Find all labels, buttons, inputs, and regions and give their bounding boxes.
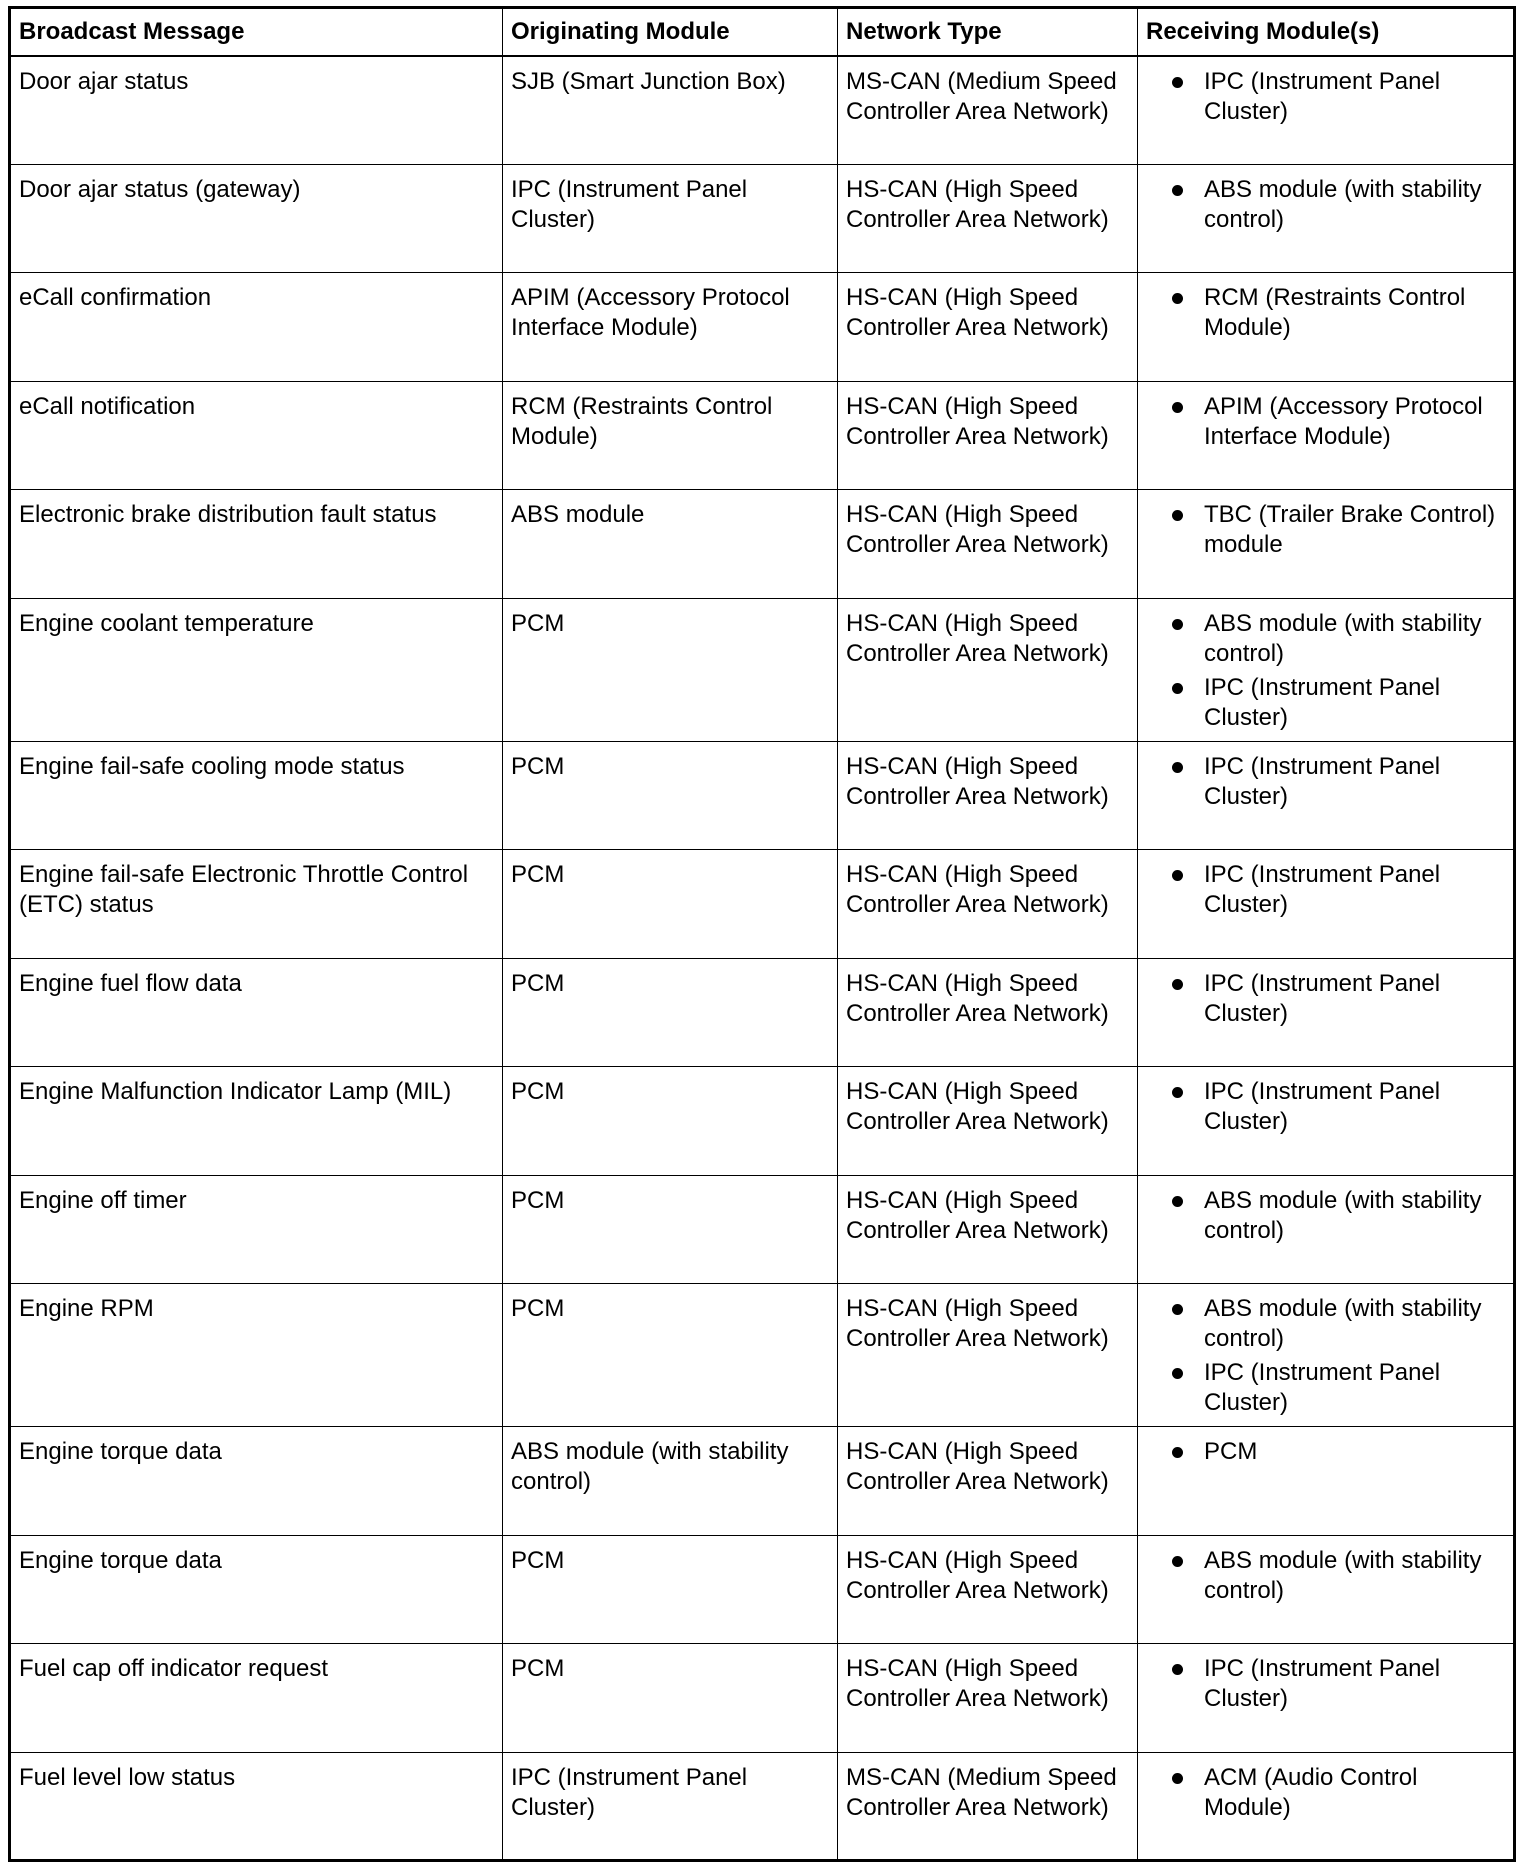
- network-type-cell: HS-CAN (High Speed Controller Area Network): [838, 1427, 1138, 1536]
- network-type-cell: HS-CAN (High Speed Controller Area Network): [838, 850, 1138, 959]
- receiving-modules-list: [1146, 500, 1505, 560]
- broadcast-message-cell: Engine coolant temperature: [10, 598, 503, 741]
- bullet-icon: [1172, 1196, 1183, 1207]
- bullet-icon: [1172, 1773, 1183, 1784]
- table-header-row: [10, 8, 1515, 56]
- bullet-icon: [1172, 979, 1183, 990]
- network-type-cell: MS-CAN (Medium Speed Controller Area Network): [838, 1752, 1138, 1861]
- network-type-cell: HS-CAN (High Speed Controller Area Network): [838, 1284, 1138, 1427]
- originating-module-cell: PCM: [503, 1175, 838, 1284]
- receiving-module-label: PCM: [1204, 1438, 1258, 1465]
- receiving-modules-list: [1146, 969, 1505, 1029]
- originating-module-cell: PCM: [503, 958, 838, 1067]
- broadcast-message-cell: Door ajar status (gateway): [10, 164, 503, 273]
- receiving-modules-cell: [1138, 1644, 1515, 1753]
- list-item: [1146, 1546, 1505, 1606]
- bullet-icon: [1172, 402, 1183, 413]
- receiving-modules-cell: [1138, 1535, 1515, 1644]
- receiving-modules-cell: [1138, 1752, 1515, 1861]
- broadcast-message-cell: Engine Malfunction Indicator Lamp (MIL): [10, 1067, 503, 1176]
- receiving-modules-cell: [1138, 273, 1515, 382]
- table-row: [10, 273, 1515, 382]
- bullet-icon: [1172, 870, 1183, 881]
- network-type-cell: HS-CAN (High Speed Controller Area Network): [838, 1067, 1138, 1176]
- list-item: [1146, 1294, 1505, 1354]
- table-row: [10, 1535, 1515, 1644]
- receiving-modules-list: [1146, 609, 1505, 733]
- table-row: [10, 958, 1515, 1067]
- list-item: [1146, 752, 1505, 812]
- broadcast-message-cell: Door ajar status: [10, 56, 503, 165]
- receiving-modules-list: [1146, 1654, 1505, 1714]
- network-type-cell: HS-CAN (High Speed Controller Area Network): [838, 598, 1138, 741]
- table-row: [10, 56, 1515, 165]
- originating-module-cell: IPC (Instrument Panel Cluster): [503, 164, 838, 273]
- list-item: [1146, 67, 1505, 127]
- bullet-icon: [1172, 185, 1183, 196]
- receiving-module-label: APIM (Accessory Protocol Interface Module): [1204, 392, 1483, 450]
- list-item: [1146, 1437, 1505, 1467]
- originating-module-cell: IPC (Instrument Panel Cluster): [503, 1752, 838, 1861]
- bullet-icon: [1172, 1087, 1183, 1098]
- receiving-modules-cell: [1138, 56, 1515, 165]
- originating-module-cell: PCM: [503, 1284, 838, 1427]
- table-row: [10, 1067, 1515, 1176]
- bullet-icon: [1172, 1556, 1183, 1567]
- receiving-modules-list: [1146, 392, 1505, 452]
- originating-module-cell: PCM: [503, 850, 838, 959]
- header-broadcast-message: Broadcast Message: [10, 8, 503, 56]
- network-type-cell: HS-CAN (High Speed Controller Area Network): [838, 490, 1138, 599]
- broadcast-message-cell: Engine fail-safe cooling mode status: [10, 741, 503, 850]
- receiving-module-label: ACM (Audio Control Module): [1204, 1763, 1418, 1821]
- table-row: [10, 1175, 1515, 1284]
- network-type-cell: HS-CAN (High Speed Controller Area Network): [838, 164, 1138, 273]
- list-item: [1146, 860, 1505, 920]
- receiving-modules-cell: [1138, 1067, 1515, 1176]
- receiving-modules-cell: [1138, 1427, 1515, 1536]
- network-type-cell: HS-CAN (High Speed Controller Area Network): [838, 273, 1138, 382]
- receiving-module-label: IPC (Instrument Panel Cluster): [1204, 1078, 1441, 1135]
- bullet-icon: [1172, 619, 1183, 630]
- broadcast-message-cell: eCall notification: [10, 381, 503, 490]
- table-row: [10, 741, 1515, 850]
- list-item: [1146, 500, 1505, 560]
- originating-module-cell: APIM (Accessory Protocol Interface Module): [503, 273, 838, 382]
- receiving-modules-cell: [1138, 381, 1515, 490]
- receiving-modules-list: [1146, 1437, 1505, 1467]
- table-row: [10, 1752, 1515, 1861]
- list-item: [1146, 1358, 1505, 1418]
- table-body: [10, 56, 1515, 1861]
- originating-module-cell: SJB (Smart Junction Box): [503, 56, 838, 165]
- network-type-cell: HS-CAN (High Speed Controller Area Network): [838, 381, 1138, 490]
- header-network-type: Network Type: [838, 8, 1138, 56]
- broadcast-message-cell: Fuel cap off indicator request: [10, 1644, 503, 1753]
- header-originating-module: Originating Module: [503, 8, 838, 56]
- broadcast-message-cell: eCall confirmation: [10, 273, 503, 382]
- receiving-modules-list: [1146, 283, 1505, 343]
- receiving-module-label: TBC (Trailer Brake Control) module: [1204, 501, 1496, 558]
- list-item: [1146, 1763, 1505, 1823]
- broadcast-message-cell: Engine torque data: [10, 1535, 503, 1644]
- table-row: [10, 1284, 1515, 1427]
- network-type-cell: HS-CAN (High Speed Controller Area Network): [838, 741, 1138, 850]
- network-type-cell: HS-CAN (High Speed Controller Area Network): [838, 958, 1138, 1067]
- receiving-modules-cell: [1138, 1284, 1515, 1427]
- originating-module-cell: PCM: [503, 1067, 838, 1176]
- originating-module-cell: PCM: [503, 1644, 838, 1753]
- receiving-module-label: IPC (Instrument Panel Cluster): [1204, 969, 1441, 1027]
- list-item: [1146, 283, 1505, 343]
- receiving-module-label: ABS module (with stability control): [1204, 1295, 1482, 1352]
- list-item: [1146, 969, 1505, 1029]
- bullet-icon: [1172, 1304, 1183, 1315]
- bullet-icon: [1172, 510, 1183, 521]
- list-item: [1146, 175, 1505, 235]
- table-row: [10, 598, 1515, 741]
- receiving-modules-list: [1146, 860, 1505, 920]
- receiving-modules-cell: [1138, 850, 1515, 959]
- table-row: [10, 850, 1515, 959]
- broadcast-message-cell: Electronic brake distribution fault status: [10, 490, 503, 599]
- broadcast-message-cell: Engine fail-safe Electronic Throttle Control (ETC) status: [10, 850, 503, 959]
- originating-module-cell: ABS module (with stability control): [503, 1427, 838, 1536]
- originating-module-cell: RCM (Restraints Control Module): [503, 381, 838, 490]
- receiving-module-label: ABS module (with stability control): [1204, 1186, 1482, 1244]
- receiving-module-label: IPC (Instrument Panel Cluster): [1204, 1655, 1441, 1712]
- receiving-module-label: IPC (Instrument Panel Cluster): [1204, 861, 1441, 918]
- broadcast-message-cell: Engine RPM: [10, 1284, 503, 1427]
- receiving-module-label: ABS module (with stability control): [1204, 609, 1482, 667]
- receiving-modules-list: [1146, 67, 1505, 127]
- receiving-modules-list: [1146, 752, 1505, 812]
- list-item: [1146, 1186, 1505, 1246]
- broadcast-message-cell: Fuel level low status: [10, 1752, 503, 1861]
- receiving-modules-list: [1146, 1763, 1505, 1823]
- bullet-icon: [1172, 762, 1183, 773]
- network-type-cell: MS-CAN (Medium Speed Controller Area Network): [838, 56, 1138, 165]
- originating-module-cell: PCM: [503, 1535, 838, 1644]
- table-row: [10, 164, 1515, 273]
- receiving-modules-list: [1146, 175, 1505, 235]
- receiving-modules-cell: [1138, 958, 1515, 1067]
- bullet-icon: [1172, 77, 1183, 88]
- receiving-module-label: ABS module (with stability control): [1204, 1546, 1482, 1604]
- receiving-module-label: IPC (Instrument Panel Cluster): [1204, 752, 1441, 810]
- bullet-icon: [1172, 293, 1183, 304]
- receiving-modules-list: [1146, 1294, 1505, 1418]
- header-receiving-modules: Receiving Module(s): [1138, 8, 1515, 56]
- receiving-modules-cell: [1138, 1175, 1515, 1284]
- originating-module-cell: ABS module: [503, 490, 838, 599]
- receiving-modules-cell: [1138, 598, 1515, 741]
- table-row: [10, 381, 1515, 490]
- network-type-cell: HS-CAN (High Speed Controller Area Network): [838, 1535, 1138, 1644]
- bullet-icon: [1172, 1664, 1183, 1675]
- receiving-modules-list: [1146, 1077, 1505, 1137]
- receiving-module-label: IPC (Instrument Panel Cluster): [1204, 673, 1441, 731]
- broadcast-message-cell: Engine torque data: [10, 1427, 503, 1536]
- table-row: [10, 1427, 1515, 1536]
- bullet-icon: [1172, 1447, 1183, 1458]
- list-item: [1146, 1654, 1505, 1714]
- originating-module-cell: PCM: [503, 741, 838, 850]
- broadcast-message-cell: Engine off timer: [10, 1175, 503, 1284]
- receiving-modules-list: [1146, 1546, 1505, 1606]
- receiving-modules-cell: [1138, 490, 1515, 599]
- table-row: [10, 1644, 1515, 1753]
- list-item: [1146, 673, 1505, 733]
- receiving-module-label: IPC (Instrument Panel Cluster): [1204, 1359, 1441, 1416]
- originating-module-cell: PCM: [503, 598, 838, 741]
- receiving-module-label: IPC (Instrument Panel Cluster): [1204, 67, 1441, 125]
- list-item: [1146, 392, 1505, 452]
- network-type-cell: HS-CAN (High Speed Controller Area Network): [838, 1644, 1138, 1753]
- receiving-modules-cell: [1138, 164, 1515, 273]
- list-item: [1146, 1077, 1505, 1137]
- receiving-modules-cell: [1138, 741, 1515, 850]
- broadcast-message-table: [8, 6, 1516, 1862]
- bullet-icon: [1172, 1368, 1183, 1379]
- broadcast-message-cell: Engine fuel flow data: [10, 958, 503, 1067]
- table-row: [10, 490, 1515, 599]
- list-item: [1146, 609, 1505, 669]
- network-type-cell: HS-CAN (High Speed Controller Area Network): [838, 1175, 1138, 1284]
- receiving-module-label: RCM (Restraints Control Module): [1204, 284, 1466, 341]
- receiving-module-label: ABS module (with stability control): [1204, 175, 1482, 233]
- receiving-modules-list: [1146, 1186, 1505, 1246]
- bullet-icon: [1172, 683, 1183, 694]
